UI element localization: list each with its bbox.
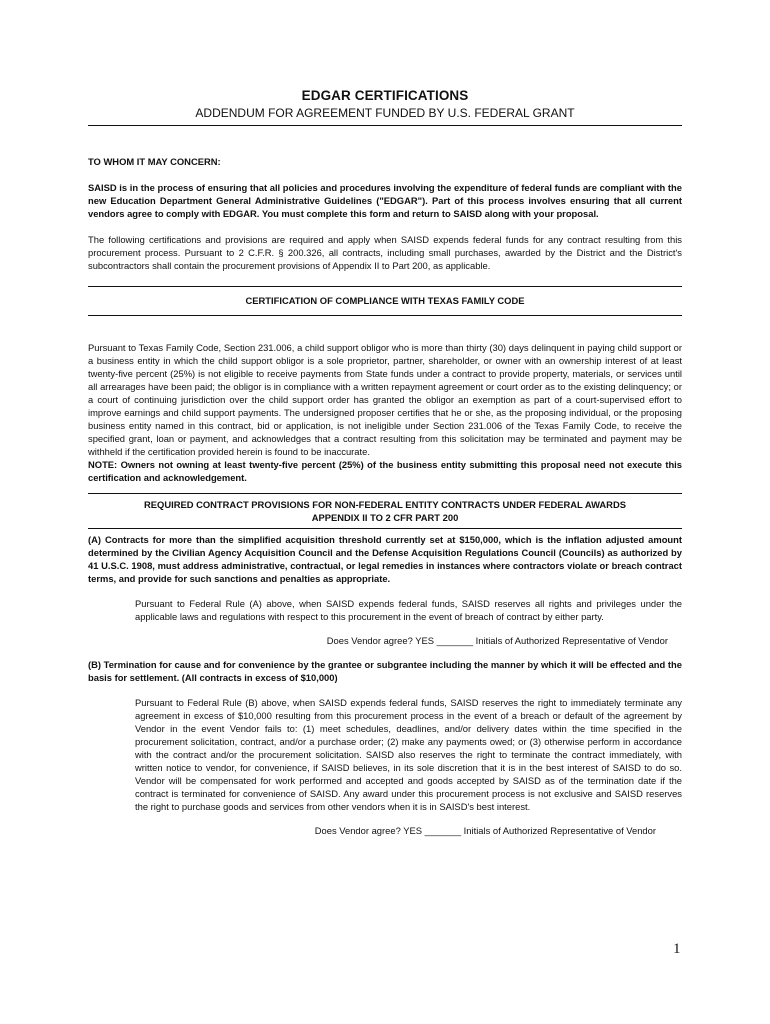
provision-b-heading: (B) Termination for cause and for convenience by the grantee or subgrantee including the manner by which it will be effected and the basis for settlement. (All contracts in excess of $10,000) bbox=[88, 659, 682, 683]
provision-a-heading: (A) Contracts for more than the simplified acquisition threshold currently set at $150,000, which is the inflation adjusted amount determined by the Civilian Agency Acquisition Council and the Defense Acquisition Regulations Council (Councils) as authorized by 41 U.S.C. 1908, must address administrative, contractual, or legal remedies in instances where contractors violate or breach contract terms, and provide for such sanctions and penalties as appropriate. bbox=[88, 534, 682, 584]
provision-a-agree-line: Does Vendor agree? YES _______ Initials of Authorized Representative of Vendor bbox=[326, 635, 668, 646]
provisions-top-rule bbox=[88, 493, 682, 494]
intro-paragraph: The following certifications and provisions are required and apply when SAISD expends federal funds for any contract resulting from this procurement process. Pursuant to 2 C.F.R. § 200.326, all contracts, including small purchases, awarded by the District and the District's subcontractors shall contain the procurement provisions of Appendix II to Part 200, as applicable. bbox=[88, 234, 682, 271]
provisions-heading-line1: REQUIRED CONTRACT PROVISIONS FOR NON-FEDERAL ENTITY CONTRACTS UNDER FEDERAL AWARDS bbox=[144, 499, 626, 510]
provisions-heading-line2: APPENDIX II TO 2 CFR PART 200 bbox=[311, 512, 459, 523]
document-title: EDGAR CERTIFICATIONS bbox=[301, 88, 469, 103]
family-code-paragraph: Pursuant to Texas Family Code, Section 231.006, a child support obligor who is more than thirty (30) days delinquent in paying child support or a business entity in which the child support obligor is a sole proprietor, partner, shareholder, or owner with an ownership interest of at least twenty-five percent (25%) is not eligible to receive payments from State funds under a contract to provide property, materials, or services until all arrearages have been paid; the obligor is in compliance with a written repayment agreement or court order as to the existing delinquency; or a court of continuing jurisdiction over the child support order has granted the obligor an exemption as part of a court-supervised effort to improve earnings and child support payments. The undersigned proposer certifies that he or she, as the proposing individual, or the proposing business entity named in this contract, bid or application, is not ineligible under Section 231.006 of the Texas Family Code, to receive the specified grant, loan or payment, and acknowledges that a contract resulting from this solicitation may be terminated and payment may be withheld if the certification provided herein is found to be inaccurate. bbox=[88, 342, 682, 457]
salutation: TO WHOM IT MAY CONCERN: bbox=[88, 156, 221, 167]
intro-bold-paragraph: SAISD is in the process of ensuring that all policies and procedures involving the expenditure of federal funds are compliant with the new Education Department General Administrative Guidelines ("EDGAR"). Part of this process involves ensuring that all current vendors agree to comply with EDGAR. You must complete this form and return to SAISD along with your proposal. bbox=[88, 182, 682, 219]
title-divider bbox=[88, 125, 682, 126]
provision-b-text: Pursuant to Federal Rule (B) above, when SAISD expends federal funds, SAISD reserves the right to immediately terminate any agreement in excess of $10,000 resulting from this procurement process in the event of a breach or default of the agreement by Vendor in the event Vendor fails to: (1) meet schedules, deadlines, and/or delivery dates within the time specified in the procurement solicitation, contract, and/or a purchase order; (2) make any payments owed; or (3) otherwise perform in accordance with the contract and/or the procurement solicitation. SAISD also reserves the right to terminate the contract immediately, with written notice to vendor, for convenience, if SAISD believes, in its sole discretion that it is in the best interest of SAISD to do so. Vendor will be compensated for work performed and accepted and goods accepted by SAISD as of the termination date if the contract is terminated for convenience of SAISD. Any award under this procurement process is not exclusive and SAISD reserves the right to purchase goods and services from other vendors when it is in SAISD's best interest. bbox=[135, 697, 682, 812]
family-code-top-rule bbox=[88, 286, 682, 287]
document-page bbox=[88, 88, 682, 845]
family-code-bottom-rule bbox=[88, 315, 682, 316]
provision-a-text: Pursuant to Federal Rule (A) above, when SAISD expends federal funds, SAISD reserves all rights and privileges under the applicable laws and regulations with respect to this procurement in the event of breach of contract by either party. bbox=[135, 598, 682, 622]
family-code-note: NOTE: Owners not owning at least twenty-five percent (25%) of the business entity submitting this proposal need not execute this certification and acknowledgement. bbox=[88, 459, 682, 483]
family-code-heading: CERTIFICATION OF COMPLIANCE WITH TEXAS FAMILY CODE bbox=[245, 295, 525, 306]
provisions-bottom-rule bbox=[88, 528, 682, 529]
page-number: 1 bbox=[673, 941, 681, 957]
provision-b-agree-line: Does Vendor agree? YES _______ Initials of Authorized Representative of Vendor bbox=[314, 825, 656, 836]
document-subtitle: ADDENDUM FOR AGREEMENT FUNDED BY U.S. FEDERAL GRANT bbox=[195, 106, 575, 120]
